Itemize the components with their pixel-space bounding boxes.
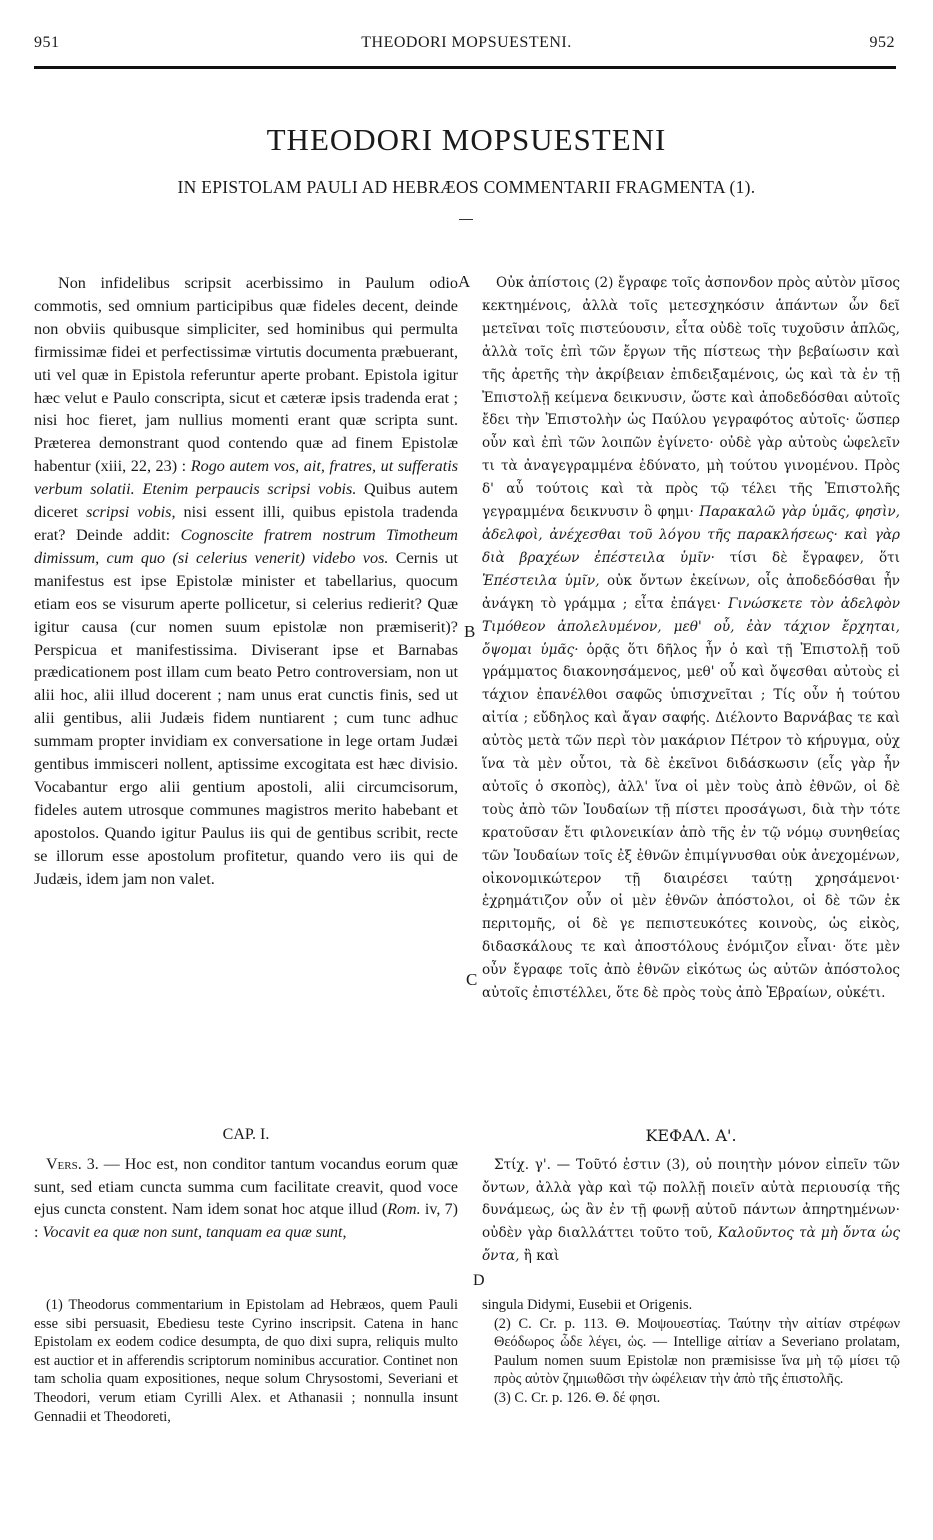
greek-intro-text xyxy=(482,272,900,1005)
verse-latin-text: — Hoc est, non conditor tantum vocandus eorum quæ sunt, sed etiam cuncta summa cum facilitate creavit, quod voce ejus cuncta constent. Nam idem sonat hoc atque illud ( xyxy=(34,1156,458,1219)
latin-mid-2: nisi essent illi, quibus epistola tradenda erat? Deinde addit: xyxy=(34,503,458,544)
latin-intro-text xyxy=(34,272,458,890)
title-dash xyxy=(459,219,473,220)
page-number-right: 952 xyxy=(869,34,895,51)
latin-rest: Cernis ut manifestus est ipse Epistolæ minister et tabellarius, quocum etiam eos se visurum aperte pollicetur, si celerius redierit? Quæ igitur causa (cur nomen suum epistolæ non præmiserit)? Perspicua et manifestissima. Diviserant ipse et Barnabas prædicationem post illam cum beato Petro controversiam, non ut alii hoc, alii illud docerent ; nam unus erat cunctis finis, sed ut alii gentibus, alii Judæis fidem nuntiarent ; cum tunc adhuc summam propter invidiam ex conversatione in lege ortam Judæi gentibus immisceri nollent, aptissime excogitata est hæc divisio. Vocabantur ergo alii gentium apostoli, alii circumcisorum, fideles autem utrosque communes magistros merito habebant et apostolos. Quando igitur Paulus iis qui de gentibus scribit, recte se illorum esse apostolum profitetur, quando vero iis qui de Judæis, idem jam non valet. xyxy=(34,548,458,888)
greek-quote-2: Ἐπέστειλα ὑμῖν, xyxy=(482,572,600,589)
margin-letter-d: D xyxy=(473,1272,485,1289)
footnote-1-text: (1) Theodorus commentarium in Epistolam ad Hebræos, quem Pauli esse sibi persuasit, Ebediesu teste Cyrino inscripsit. Catena in hanc Epistolam ex eodem codice desumpta, de quo dixi supra, reliquis multo est auctior et in afferendis scriptorum nominibus accuratior. Continet non tam scholia quam expositiones, neque solum Chrysostomi, Severiani et Theodori, verum etiam Cyrilli Alex. et Athanasii ; nonnulla insunt Gennadii et Theodoreti, xyxy=(34,1297,458,1425)
greek-mid-2: οὐκ ὄντων ἐκείνων, οἷς ἀποδεδόσθαι ἦν ἀνάγκη τὸ γράμμα ; εἶτα ἐπάγει· xyxy=(482,572,900,612)
footnote-2: (2) C. Cr. p. 113. Θ. Μοψουεστίας. Ταύτην τὴν αἰτίαν στρέφων Θεόδωρος ὧδε λέγει, ὡς. — Intellige αἰτίαν a Severiano prolatam, Paulum nomen suum Epistolæ non præmisisse ἵνα μὴ τῷ μίσει τῷ πρὸς αὐτὸν ζημιωθῶσι τὴν ὠφέλειαν τὴν ἀπὸ τῆς ἐπιστολῆς. xyxy=(494,1315,900,1388)
running-title: THEODORI MOPSUESTENI. xyxy=(361,34,572,51)
latin-mid-1: Quibus autem diceret xyxy=(34,480,459,522)
latin-quote-3: Cognoscite fratrem nostrum Timotheum dimissum, cum quo (si celerius venerit) videbo vos. xyxy=(34,525,458,567)
margin-letter-b: B xyxy=(464,622,476,641)
page-subtitle: IN EPISTOLAM PAULI AD HEBRÆOS COMMENTARII FRAGMENTA (1). xyxy=(177,177,756,197)
margin-letter-c: C xyxy=(466,970,478,989)
verse-greek-end: ἢ καὶ xyxy=(519,1247,560,1264)
chapter-heading-latin: CAP. I. xyxy=(222,1126,270,1143)
latin-intro: Non infidelibus scripsit acerbissimo in Paulum odio commotis, sed omnium participibus quæ fideles decent, deinde non obviis quibusque simpliciter, sed hominibus qui permulta firmissimæ fidei et perfectissimæ virtutis documenta præbuerant, uti vel quæ in Epistola referuntur aperte probant. Epistola igitur hæc velut e Paulo conscripta, sicut et cæteræ ipsis tradenda erat ; nisi hoc fieret, jam nullius momenti erant quæ scripta sunt. Præterea demonstrant quod contendo quæ ad finem Epistolæ habentur (xiii, 22, 23) : xyxy=(34,274,458,476)
footnote-1 xyxy=(34,1296,458,1426)
greek-intro: Οὐκ ἀπίστοις (2) ἔγραφε τοῖς ἀσπονδον πρὸς αὐτὸν μῖσος κεκτημένοις, ἀλλὰ τοῖς μετεσχηκόσιν ἁπάντων ὧν δεῖ μετεῖναι τοῖς πιστεύουσιν, εἶτα οὐδὲ τοῖς τυχοῦσιν ἁπλῶς, ἀλλὰ τοῖς ἐπὶ τῶν ἔργων τῆς πίστεως τὴν βεβαίωσιν καὶ τῆς ἀρετῆς τὴν ἀκρίβειαν ἐπιδειξαμένοις, ὡς καὶ τὰ ἐν τῇ Ἐπιστολῇ κείμενα δεικνυσιν, ὥστε καὶ ἀποδεδόσθαι αὐτοῖς ἔδει τὴν Ἐπιστολὴν ὡς Παύλου γεγραφότος αὐτοῖς· ὥσπερ οὖν καὶ ἐπὶ τῶν λοιπῶν ἐγίνετο· οὐδὲ γὰρ αὐτοὺς ὠφελεῖν τι τὰ ἀναγεγραμμένα ἐδύνατο, μὴ τούτου γινομένου. Πρὸς δ' αὖ τούτοις καὶ τὰ πρὸς τῷ τέλει τῆς Ἐπιστολῆς γεγραμμένα δεικνυσιν ὃ φημι· xyxy=(482,275,900,521)
footnote-3: (3) C. Cr. p. 126. Θ. δέ φησι. xyxy=(494,1389,661,1406)
verse-greek xyxy=(482,1154,900,1268)
greek-mid-1: τίσι δὲ ἔγραφεν, ὅτι xyxy=(714,549,900,566)
verse-latin-ref: Rom. xyxy=(387,1201,421,1219)
margin-letter-a: A xyxy=(458,272,471,291)
chapter-heading-greek: ΚΕΦΑΛ. Α'. xyxy=(645,1126,737,1145)
verse-greek-label: Στίχ. γ'. xyxy=(494,1157,551,1173)
verse-greek-text: — Τοῦτό ἐστιν (3), οὐ ποιητὴν μόνον εἰπεῖν τῶν ὄντων, ἀλλὰ γὰρ καὶ τῷ πολλῇ ποιεῖν αὐτὰ περιουσίᾳ τῆς δυνάμεως, ὡς ἂν ἐν τῇ φωνῇ αὐτοῦ πάντων ἀπηρτημένων· οὐδὲν γὰρ διαλλάττει τοῦτο τοῦ, xyxy=(482,1157,900,1242)
verse-latin-ref-2: iv, 7) : xyxy=(34,1201,459,1242)
page-title: THEODORI MOPSUESTENI xyxy=(266,122,667,157)
latin-quote-2: scripsi vobis, xyxy=(86,503,176,522)
footnote-1-continued: singula Didymi, Eusebii et Origenis. xyxy=(482,1297,693,1313)
greek-quote-1: Παρακαλῶ γὰρ ὑμᾶς, φησὶν, ἀδελφοὶ, ἀνέχεσθαι τοῦ λόγου τῆς παρακλήσεως· καὶ γὰρ διὰ βραχέων ἐπέστειλα ὑμῖν· xyxy=(482,504,900,566)
verse-latin-label: Vers. 3. xyxy=(46,1156,99,1173)
greek-rest: ὁρᾷς ὅτι δῆλος ἦν ὁ καὶ τῇ Ἐπιστολῇ τοῦ γράμματος διακονησάμενος, μεθ' οὗ καὶ ὄψεσθαι αὐτοὺς εἰ τάχιον ἐπανέλθοι σαφῶς ὑπισχνεῖται ; Τίς οὖν ἡ τούτου αἰτία ; εὔδηλος καὶ ἄγαν σαφής. Διέλοντο Βαρνάβας τε καὶ αὐτὸς μετὰ τῶν περὶ τὸν μακάριον Πέτρον τὸ κήρυγμα, οὐχ ἵνα τὰ μὲν οὗτοι, τὰ δὲ ἐκεῖνοι διδάσκωσιν (εἷς γὰρ ἦν αὐτοῖς ὁ σκοπὸς), ἀλλ' ἵνα οἱ μὲν τοὺς ἀπὸ ἐθνῶν, οἱ δὲ τοὺς ἀπὸ τῶν Ἰουδαίων τῇ πίστει προσάγωσι, διὰ τὴν τότε κρατοῦσαν ἔτι φιλονεικίαν ἀπὸ τῆς ἐν τῷ νόμῳ συνηθείας τῶν Ἰουδαίων τοῖς ἐξ ἐθνῶν ἐπιμίγνυσθαι οὐκ ἀνεχομένων, οἰκονομικώτερον τῇ διαιρέσει ταύτῃ χρησάμενοι· ἐχρημάτιζον οὖν οἱ μὲν ἐθνῶν ἀπόστολοι, οἱ δὲ τῶν ἐκ περιτομῆς, οἱ δὲ γε πεπιστευκότες κοινοὺς, ὡς εἰκὸς, διδασκάλους τε καὶ ἀποστόλους ἐνόμιζον εἶναι· ὅτε μὲν οὖν ἔγραφε τοῖς ἀπὸ ἐθνῶν εἰκότως ὡς αὐτῶν ἀπόστολος αὐτοῖς ἐπιστέλλει, ὅτε δὲ πρὸς τοὺς ἀπὸ Ἑβραίων, οὐκέτι. xyxy=(482,641,900,1002)
latin-quote-1: Rogo autem vos, ait, fratres, ut sufferatis verbum solatii. Etenim perpaucis scripsi vobis. xyxy=(34,457,458,499)
header-rule xyxy=(34,66,896,69)
verse-latin-quote: Vocavit ea quæ non sunt, tanquam ea quæ sunt, xyxy=(42,1224,347,1242)
footnote-right xyxy=(482,1296,900,1408)
verse-greek-quote: Καλοῦντος τὰ μὴ ὄντα ὡς ὄντα, xyxy=(482,1225,900,1264)
page-number-left: 951 xyxy=(34,34,60,51)
verse-latin xyxy=(34,1154,458,1245)
greek-quote-3: Γινώσκετε τὸν ἀδελφὸν Τιμόθεον ἀπολελυμένον, μεθ' οὗ, ἐὰν τάχιον ἔρχηται, ὄψομαι ὑμᾶς· xyxy=(482,595,900,658)
